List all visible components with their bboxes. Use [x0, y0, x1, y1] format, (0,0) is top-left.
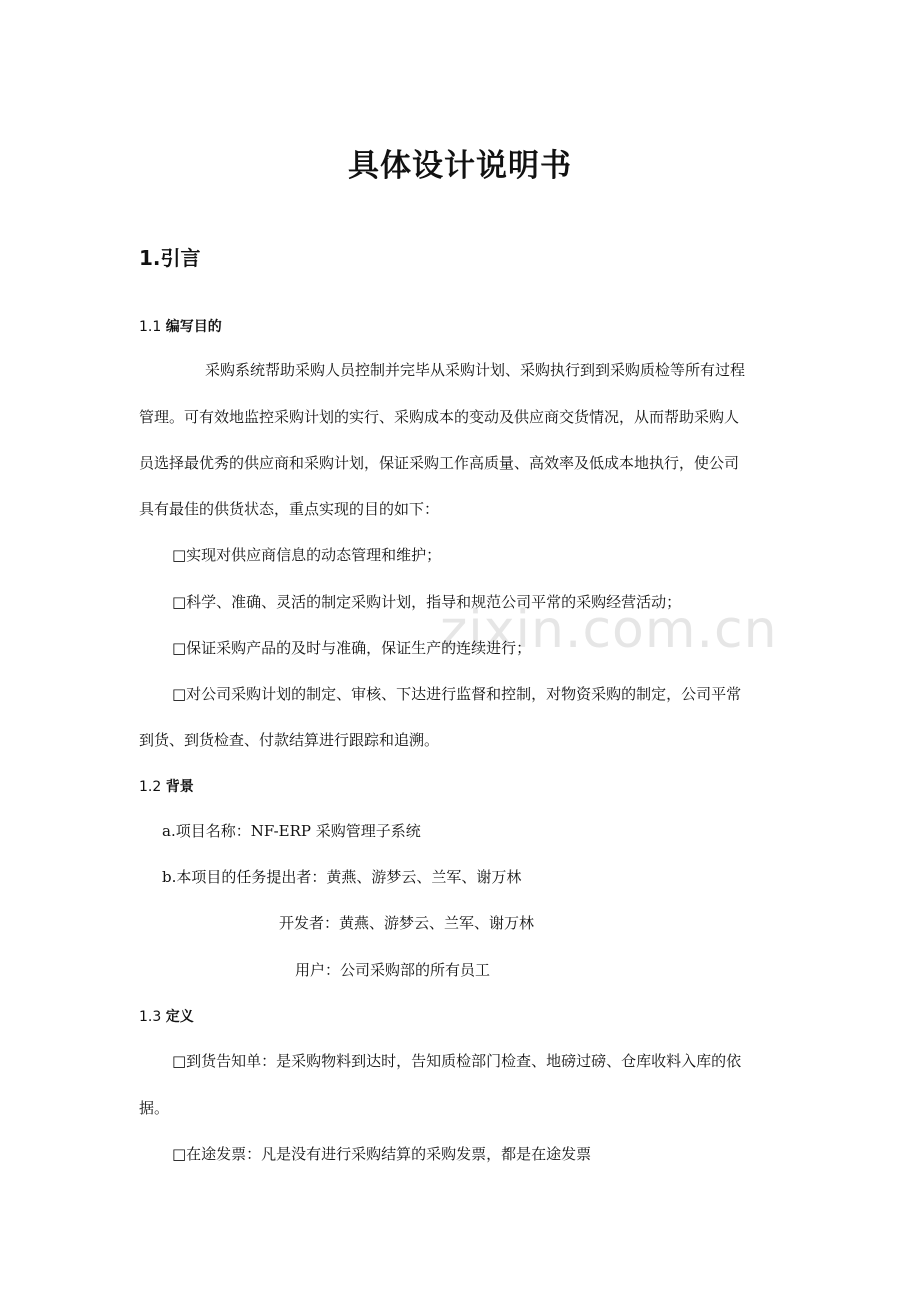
- bullet-item: □科学、准确、灵活的制定采购计划，指导和规范公司平常的采购经营活动；: [172, 593, 682, 611]
- subsection-number: 1.2: [139, 779, 162, 795]
- subsection-heading-purpose: [139, 316, 222, 336]
- subsection-label: 编写目的: [165, 319, 222, 335]
- paragraph-line: 员选择最优秀的供应商和采购计划，保证采购工作高质量、高效率及低成本地执行，使公司: [139, 454, 740, 472]
- paragraph-line: 具有最佳的供货状态，重点实现的目的如下：: [139, 500, 440, 518]
- task-proposer-item: b.本项目的任务提出者：黄燕、游梦云、兰军、谢万林: [162, 868, 522, 886]
- bullet-item: □保证采购产品的及时与准确，保证生产的连续进行；: [172, 639, 532, 657]
- paragraph-line: 管理。可有效地监控采购计划的实行、采购成本的变动及供应商交货情况，从而帮助采购人: [139, 408, 740, 426]
- developers-item: 开发者：黄燕、游梦云、兰军、谢万林: [279, 914, 535, 932]
- document-title: 具体设计说明书: [348, 148, 572, 184]
- watermark: zixin.com.cn: [440, 600, 778, 660]
- bullet-item: □实现对供应商信息的动态管理和维护；: [172, 546, 442, 564]
- subsection-label: 定义: [165, 1009, 194, 1025]
- paragraph-line: 采购系统帮助采购人员控制并完毕从采购计划、采购执行到到采购质检等所有过程: [205, 361, 746, 379]
- definition-item-continuation: 据。: [139, 1099, 170, 1117]
- project-name-item: a.项目名称：NF-ERP 采购管理子系统: [162, 822, 421, 840]
- definition-item: □到货告知单：是采购物料到达时，告知质检部门检查、地磅过磅、仓库收料入库的依: [172, 1052, 742, 1070]
- subsection-label: 背景: [165, 779, 194, 795]
- subsection-heading-definitions: [139, 1006, 194, 1026]
- subsection-number: 1.3: [139, 1009, 162, 1025]
- subsection-number: 1.1: [139, 319, 162, 335]
- section-heading-introduction: 1.引言: [139, 246, 201, 270]
- definition-item: □在途发票：凡是没有进行采购结算的采购发票，都是在途发票: [172, 1145, 592, 1163]
- users-item: 用户：公司采购部的所有员工: [295, 961, 491, 979]
- bullet-item: □对公司采购计划的制定、审核、下达进行监督和控制，对物资采购的制定，公司平常: [172, 685, 742, 703]
- bullet-item-continuation: 到货、到货检查、付款结算进行跟踪和追溯。: [139, 731, 440, 749]
- subsection-heading-background: [139, 776, 194, 796]
